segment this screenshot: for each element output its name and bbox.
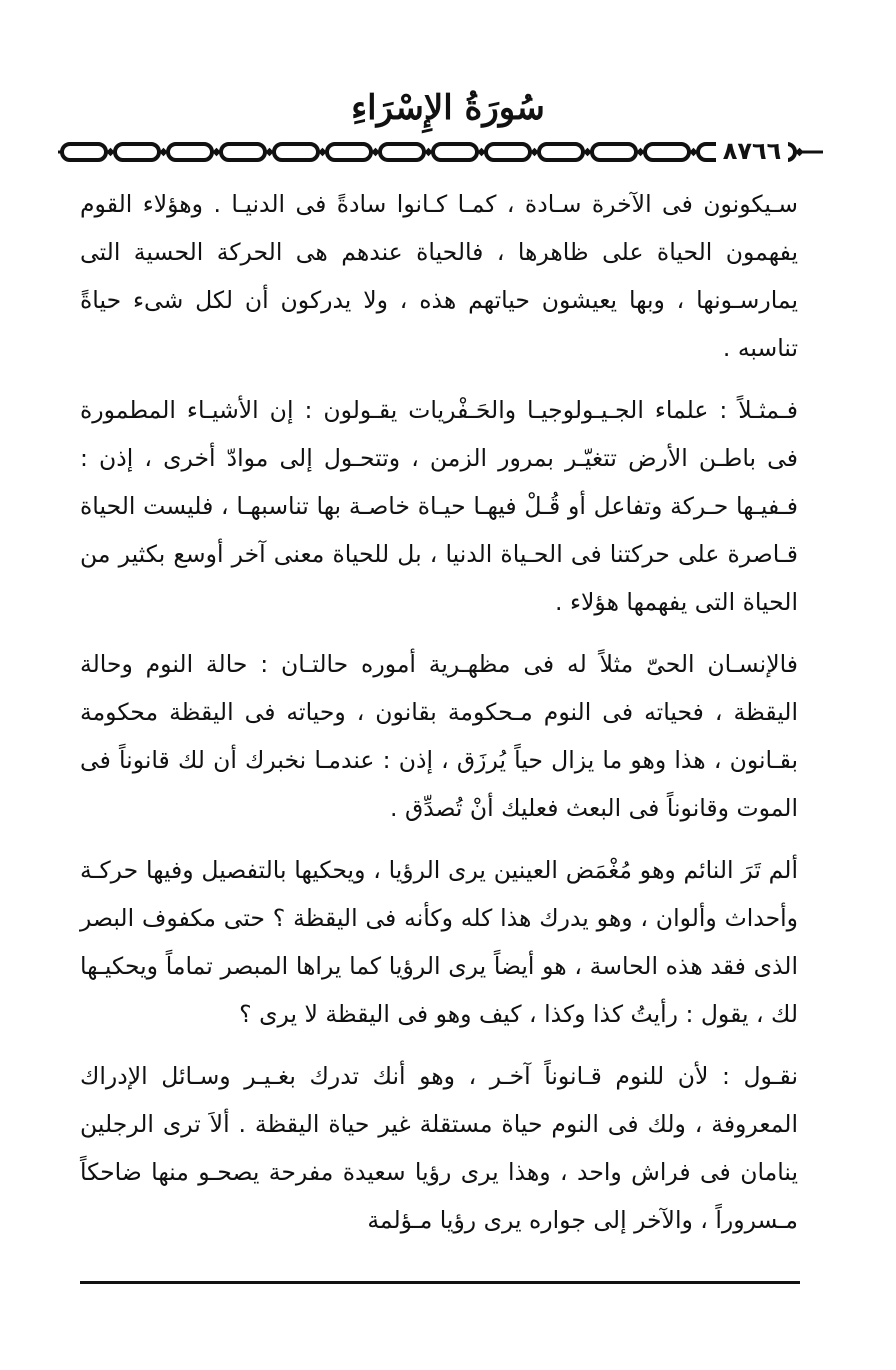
chain-link [62, 144, 106, 160]
paragraph: سـيكونون فى الآخرة سـادة ، كمـا كـانوا سادةً فى الدنيـا . وهؤلاء القوم يفهمون الحياة على ظاهرها ، فالحياة عندهم هى الحركة الحسية التى يمارسـونها ، وبها يعيشون حياتهم هذه ، ولا يدركون أن لكل شىء حياةً تناسبه . [80, 190, 798, 362]
chain-link [221, 144, 265, 160]
chain-link [433, 144, 477, 160]
chain-link [274, 144, 318, 160]
chain-link [168, 144, 212, 160]
page-number: ٨٧٦٦ [716, 136, 788, 166]
paragraph: نقـول : لأن للنوم قـانوناً آخـر ، وهو أنك تدرك بغـيـر وسـائل الإدراك المعروفة ، ولك فى النوم حياة مستقلة غير حياة اليقظة . ألاَ ترى الرجلين ينامان فى فراش واحد ، وهذا يرى رؤيا سعيدة مفرحة يصحـو منها ضاحكاً مـسروراً ، والآخر إلى جواره يرى رؤيا مـؤلمة [80, 1062, 798, 1234]
chain-link [380, 144, 424, 160]
surah-title: سُورَةُ الإِسْرَاءِ [351, 88, 545, 128]
paragraph: ألم تَرَ النائم وهو مُغْمَض العينين يرى الرؤيا ، ويحكيها بالتفصيل وفيها حركـة وأحداث وألوان ، وهو يدرك هذا كله وكأنه فى اليقظة ؟ حتى مكفوف البصر الذى فقد هذه الحاسة ، هو أيضاً يرى الرؤيا كما يراها المبصر تماماً ويحكيـها لك ، يقول : رأيتُ كذا وكذا ، كيف وهو فى اليقظة لا يرى ؟ [80, 856, 798, 1028]
chain-link [592, 144, 636, 160]
footer-rule [80, 1281, 800, 1284]
chain-link [327, 144, 371, 160]
chain-link [486, 144, 530, 160]
page-header [0, 70, 896, 180]
page-body [80, 180, 798, 1258]
chain-link [539, 144, 583, 160]
chain-link [645, 144, 689, 160]
paragraph: فـمثـلاً : علماء الجـيـولوجيـا والحَـفْريات يقـولون : إن الأشيـاء المطمورة فى باطـن الأرض تتغيّـر بمرور الزمن ، وتتحـول إلى موادّ أخرى ، إذن : فـفيـها حـركة وتفاعل أو قُـلْ فيهـا حيـاة خاصـة بها تناسبهـا ، فليست الحياة قـاصرة على حركتنا فى الحـياة الدنيا ، بل للحياة معنى آخر أوسع بكثير من الحياة التى يفهمها هؤلاء . [80, 396, 798, 616]
paragraph: فالإنسـان الحىّ مثلاً له فى مظهـرية أموره حالتـان : حالة النوم وحالة اليقظة ، فحياته فى النوم مـحكومة بقانون ، وحياته فى اليقظة محكومة بقـانون ، هذا وهو ما يزال حياً يُرزَق ، إذن : عندمـا نخبرك أن لك قانوناً فى الموت وقانوناً فى البعث فعليك أنْ تُصدِّق . [80, 650, 798, 822]
chain-ornament-border [58, 138, 823, 166]
chain-link [115, 144, 159, 160]
